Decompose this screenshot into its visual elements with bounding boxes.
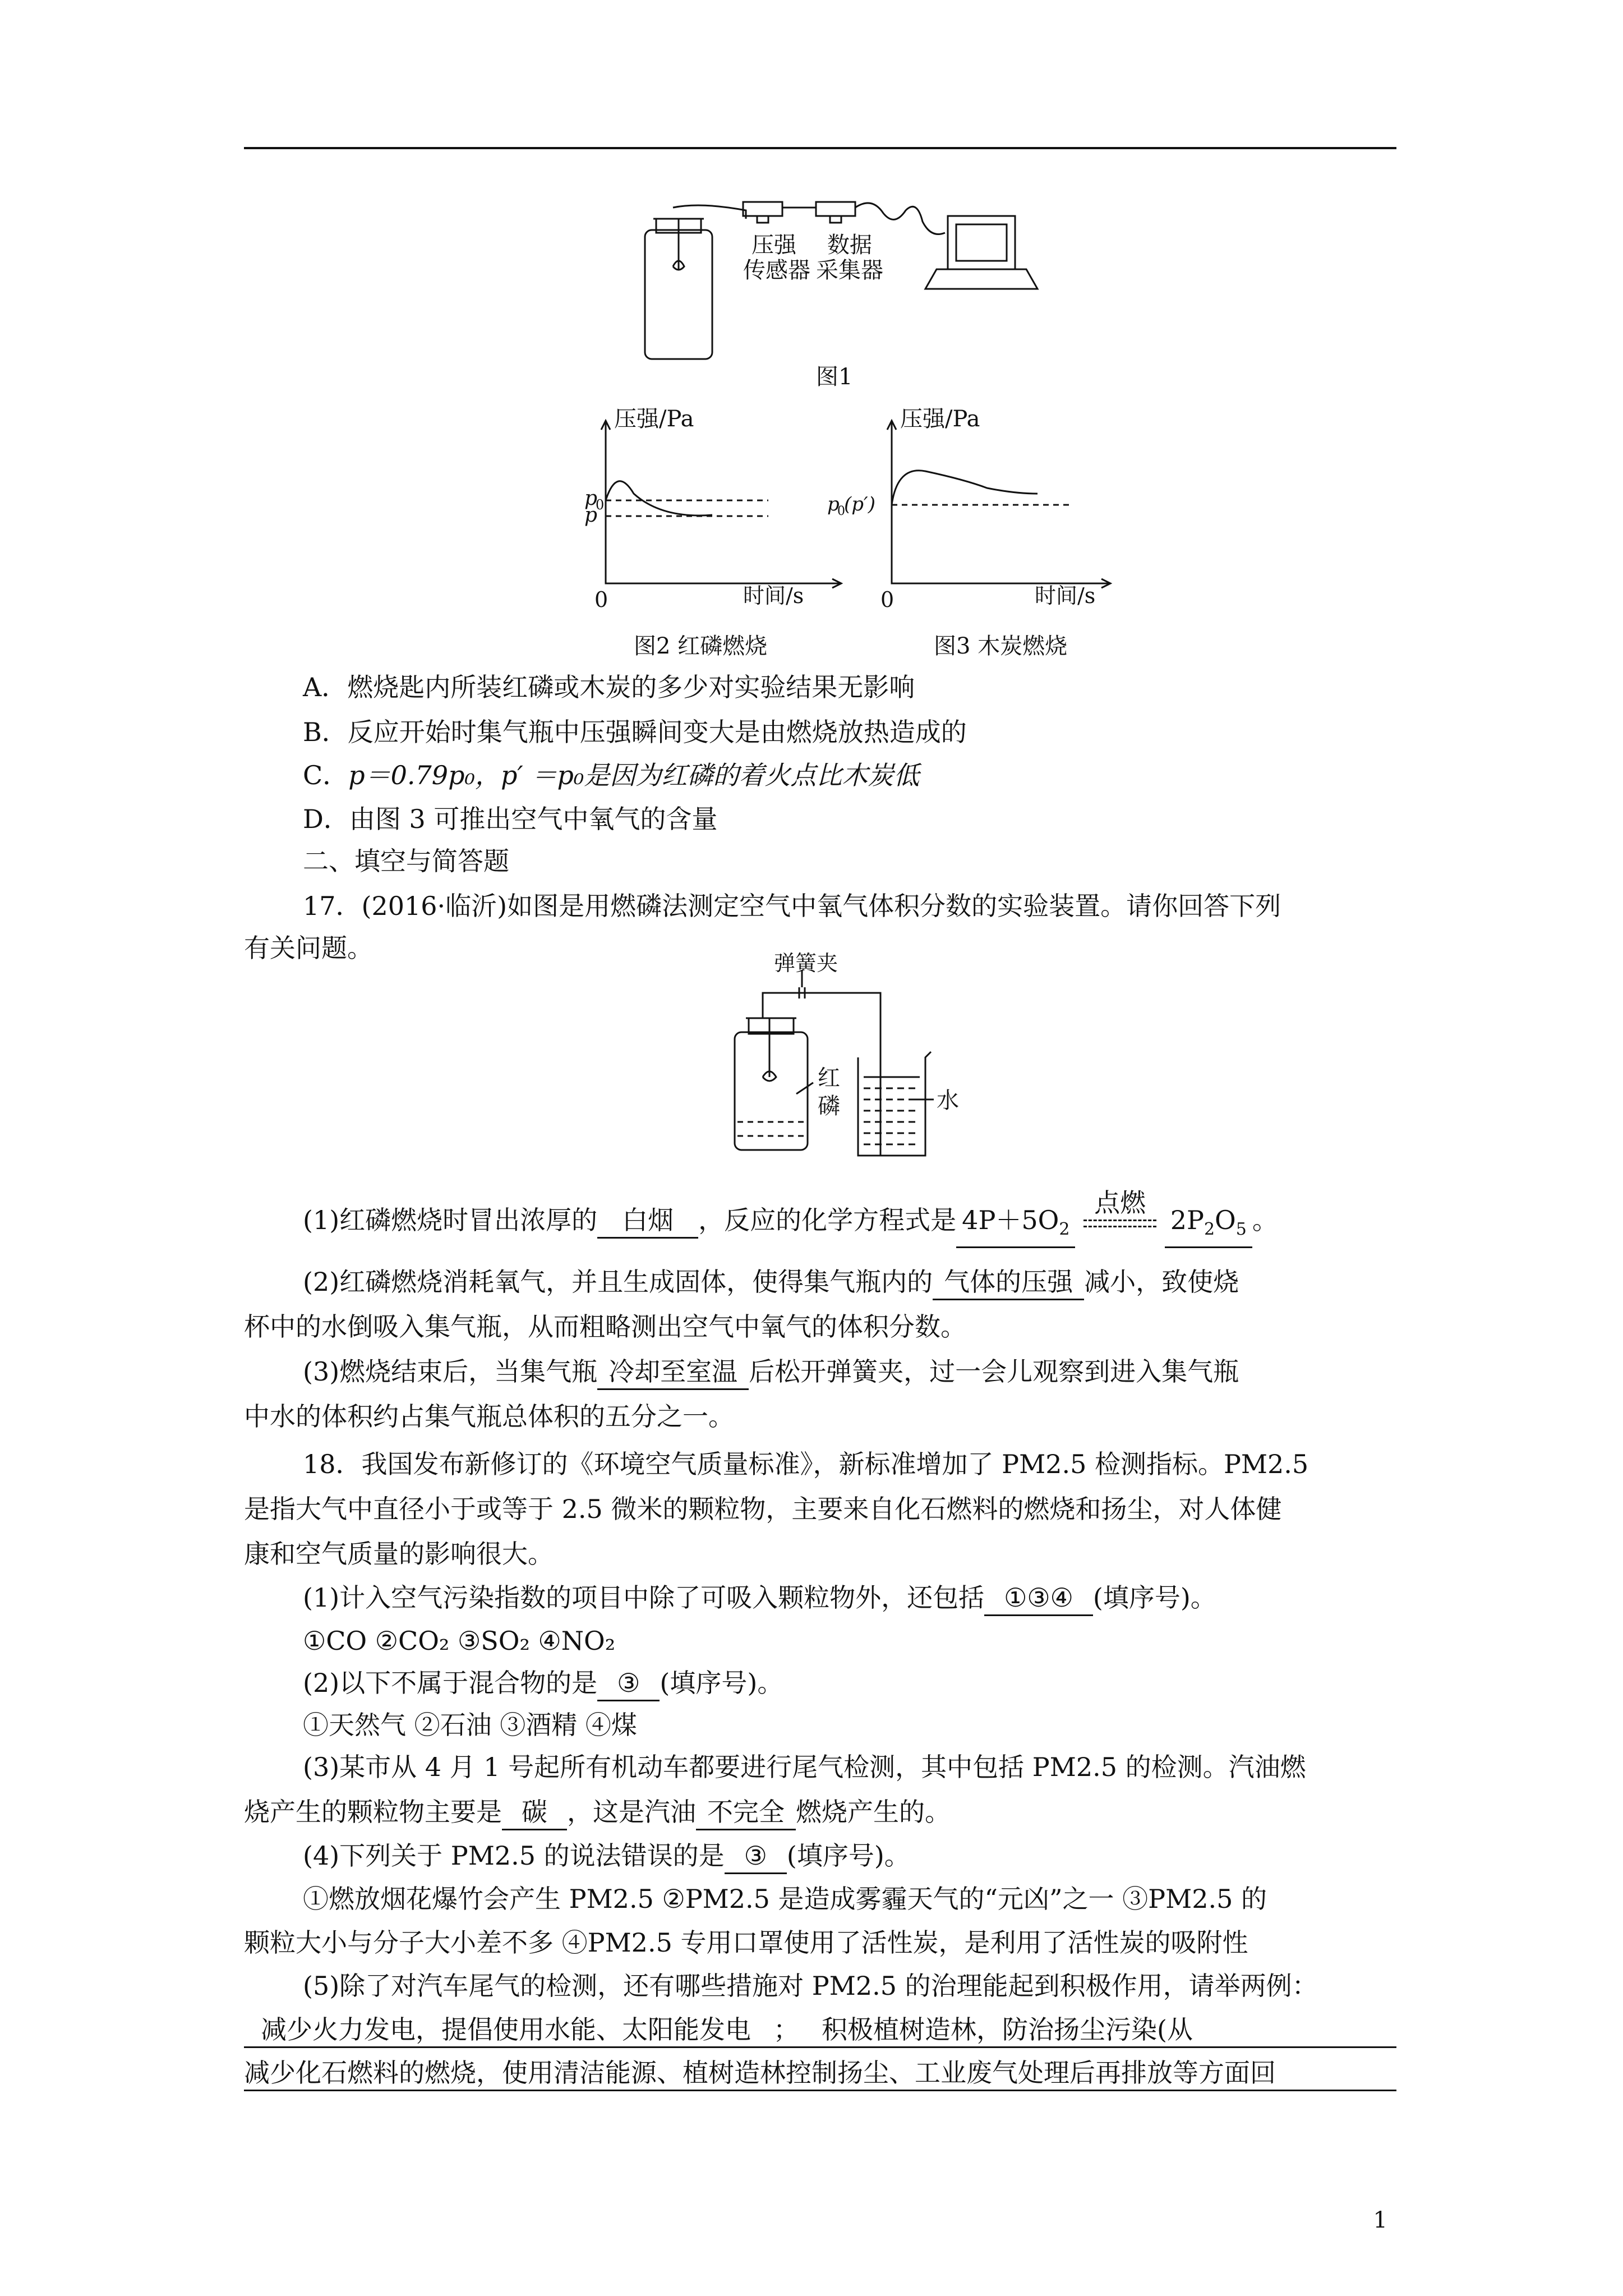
equation-right: $2P_2O_5$ xyxy=(1165,1203,1252,1248)
data-collector xyxy=(816,202,855,216)
label-sensor: 传感器 xyxy=(743,257,810,283)
answer-blank: ③ xyxy=(725,1839,787,1874)
label-data: 数据 xyxy=(827,232,872,258)
q18-part-5-line-1: (5)除了对汽车尾气的检测，还有哪些措施对 PM2.5 的治理能起到积极作用，请举两例： xyxy=(303,1971,1318,2001)
pressure-sensor xyxy=(743,202,782,216)
option-c xyxy=(303,758,919,792)
section-heading: 二、填空与简答题 xyxy=(303,846,509,876)
fig2-p: p xyxy=(584,504,598,527)
answer-blank: ①③④ xyxy=(984,1581,1093,1616)
figure-2-caption: 图2 红磷燃烧 xyxy=(634,633,768,659)
figure-1-apparatus xyxy=(634,196,1138,365)
figure-2-chart xyxy=(561,406,852,623)
answer-blank: 不完全 xyxy=(696,1795,796,1830)
option-b: B．反应开始时集气瓶中压强瞬间变大是由燃烧放热造成的 xyxy=(303,717,967,747)
option-c-text: p＝0.79p₀，p′ ＝p₀是因为红磷的着火点比木炭低 xyxy=(348,760,920,790)
option-a: A．燃烧匙内所装红磷或木炭的多少对实验结果无影响 xyxy=(303,672,915,702)
header-rule xyxy=(244,147,1396,149)
figure-3-chart xyxy=(819,406,1122,623)
curve-red-phosphorus xyxy=(606,481,712,516)
q17-part-2-line-2: 杯中的水倒吸入集气瓶，从而粗略测出空气中氧气的体积分数。 xyxy=(244,1312,966,1342)
fig2-origin: 0 xyxy=(594,587,608,612)
fig2-xlabel: 时间/s xyxy=(743,583,804,608)
answer-blank: 碳 xyxy=(502,1795,567,1830)
q18-part-4: (4)下列关于 PM2.5 的说法错误的是 ③ (填序号)。 xyxy=(303,1839,910,1874)
reaction-condition: 点燃 xyxy=(1083,1217,1156,1227)
fig3-p0: p xyxy=(827,493,840,516)
q18-part-4-options-1: ①燃放烟花爆竹会产生 PM2.5 ②PM2.5 是造成雾霾天气的“元凶”之一 ③PM2.5 的 xyxy=(303,1884,1267,1914)
q17-apparatus-figure xyxy=(729,951,987,1172)
fig3-ylabel: 压强/Pa xyxy=(900,406,980,432)
option-d: D．由图 3 可推出空气中氧气的含量 xyxy=(303,804,718,834)
fig2-ylabel: 压强/Pa xyxy=(614,406,694,432)
label-spring-clip: 弹簧夹 xyxy=(774,951,838,976)
q17-stem-1: 17．(2016·临沂)如图是用燃磷法测定空气中氧气体积分数的实验装置。请你回答下列 xyxy=(303,891,1281,921)
q18-part-2-options: ①天然气 ②石油 ③酒精 ④煤 xyxy=(303,1710,637,1740)
fig3-pprime: (p′) xyxy=(844,493,876,516)
q18-stem-2: 是指大气中直径小于或等于 2.5 微米的颗粒物，主要来自化石燃料的燃烧和扬尘，对人体健 xyxy=(244,1494,1282,1524)
label-red: 红 xyxy=(818,1065,840,1091)
q18-part-1-options: ①CO ②CO₂ ③SO₂ ④NO₂ xyxy=(303,1626,616,1656)
q18-part-3-line-1: (3)某市从 4 月 1 号起所有机动车都要进行尾气检测，其中包括 PM2.5 的检测。汽油燃 xyxy=(303,1752,1306,1782)
q18-stem-3: 康和空气质量的影响很大。 xyxy=(244,1539,554,1569)
q18-part-5-answer-line-2: 减少化石燃料的燃烧，使用清洁能源、植树造林控制扬尘、工业废气处理后再排放等方面回 xyxy=(244,2056,1396,2091)
q17-part-2: (2)红磷燃烧消耗氧气，并且生成固体，使得集气瓶内的 气体的压强 减小，致使烧 xyxy=(303,1265,1239,1300)
q18-part-1: (1)计入空气污染指数的项目中除了可吸入颗粒物外，还包括 ①③④ (填序号)。 xyxy=(303,1581,1216,1616)
q18-part-4-options-2: 颗粒大小与分子大小差不多 ④PM2.5 专用口罩使用了活性炭，是利用了活性炭的吸附性 xyxy=(244,1927,1248,1958)
q18-part-3-line-2: 烧产生的颗粒物主要是 碳 ，这是汽油 不完全 燃烧产生的。 xyxy=(244,1795,951,1830)
equation-left: $4P+5O_2$ xyxy=(956,1203,1075,1248)
fig3-origin: 0 xyxy=(880,587,895,612)
label-phosphorus: 磷 xyxy=(818,1093,840,1119)
figure-3-caption: 图3 木炭燃烧 xyxy=(934,633,1068,659)
q17-part-1: (1)红磷燃烧时冒出浓厚的 白烟 ，反应的化学方程式是 $4P+5O_2$ 点燃 $2P_2O_5$ 。 xyxy=(303,1203,1278,1248)
fig3-p0-sub: 0 xyxy=(837,504,845,518)
label-collector: 采集器 xyxy=(816,257,883,283)
q18-part-2: (2)以下不属于混合物的是 ③ (填序号)。 xyxy=(303,1666,783,1701)
beaker xyxy=(858,1052,931,1156)
fig2-p0: p xyxy=(584,487,598,510)
curve-charcoal xyxy=(892,471,1038,505)
figure-1-caption: 图1 xyxy=(816,364,853,390)
label-water: 水 xyxy=(937,1088,959,1114)
page-number: 1 xyxy=(1373,2207,1387,2233)
answer-blank: 白烟 xyxy=(597,1203,698,1239)
q18-part-5-answer-line-1: 减少火力发电，提倡使用水能、太阳能发电 ； 积极植树造林，防治扬尘污染(从 xyxy=(244,2013,1396,2048)
option-c-label: C． xyxy=(303,760,349,790)
computer-keyboard xyxy=(925,269,1038,289)
fig3-xlabel: 时间/s xyxy=(1035,583,1096,608)
fig2-p0-sub: 0 xyxy=(596,497,605,513)
answer-blank: 气体的压强 xyxy=(933,1265,1084,1300)
q17-part-3: (3)燃烧结束后，当集气瓶 冷却至室温 后松开弹簧夹，过一会儿观察到进入集气瓶 xyxy=(303,1355,1239,1390)
answer-blank: ③ xyxy=(597,1666,660,1701)
q17-part-3-line-2: 中水的体积约占集气瓶总体积的五分之一。 xyxy=(244,1401,734,1432)
answer-blank: 冷却至室温 xyxy=(597,1355,749,1390)
q18-stem-1: 18．我国发布新修订的《环境空气质量标准》，新标准增加了 PM2.5 检测指标。PM2.5 xyxy=(303,1449,1309,1479)
q17-stem-2: 有关问题。 xyxy=(244,933,373,963)
label-pressure: 压强 xyxy=(751,232,796,258)
gas-bottle xyxy=(735,1032,808,1150)
